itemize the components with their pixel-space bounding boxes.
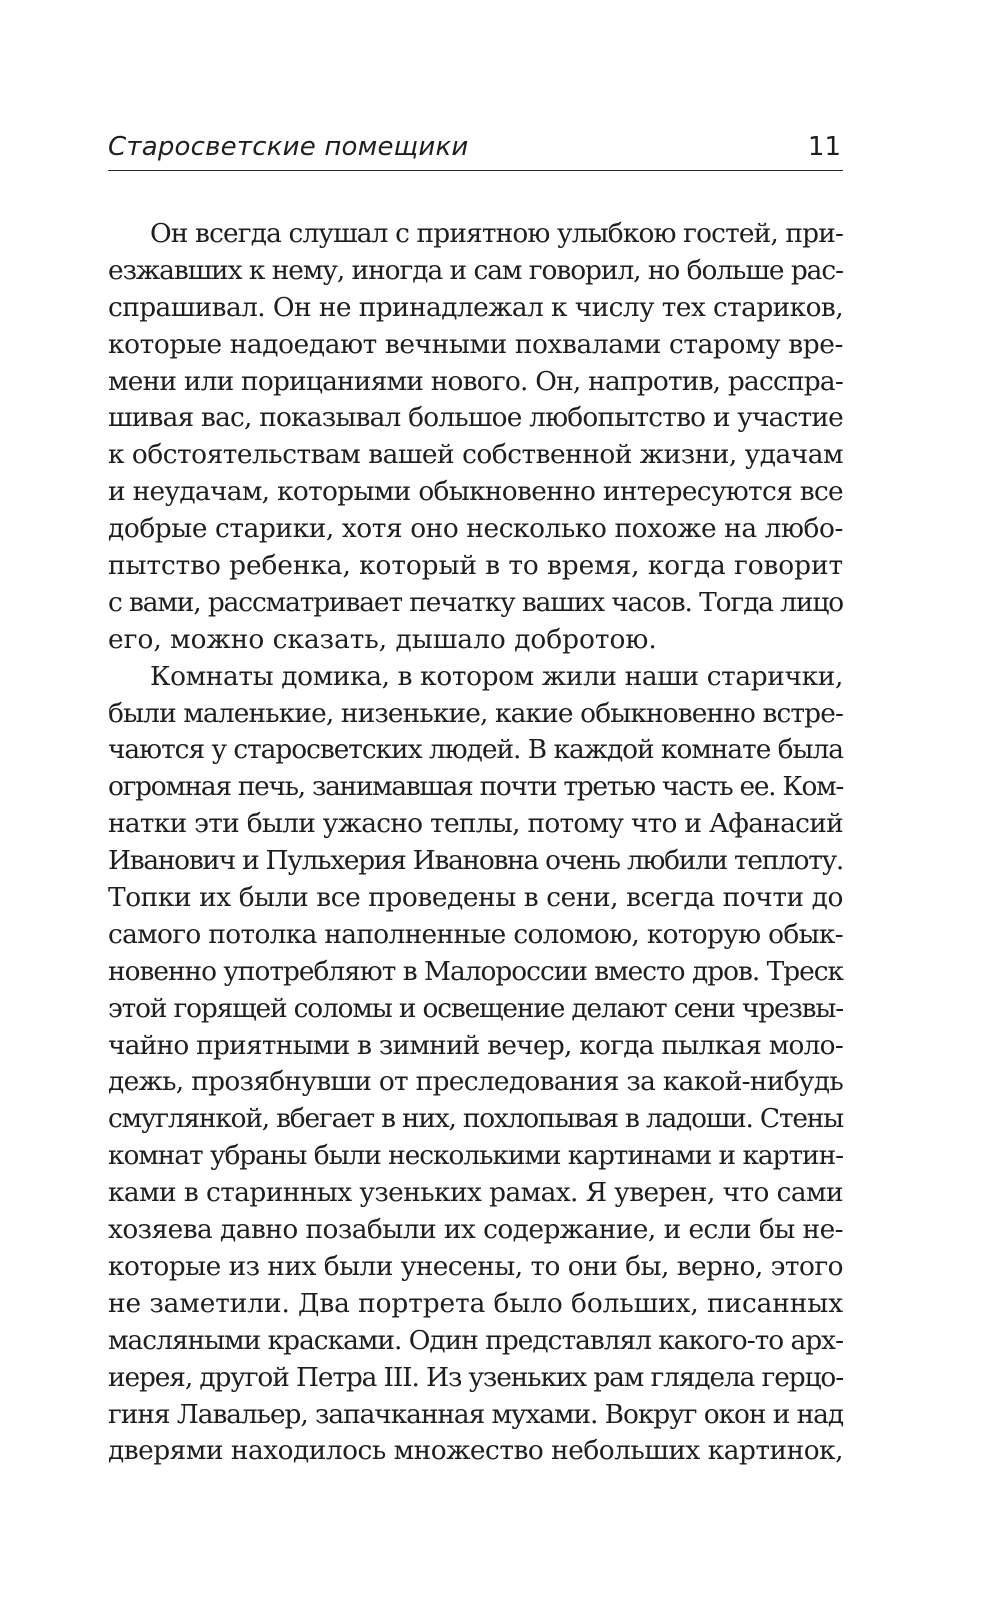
text-line: масляными красками. Один представлял какого-то арх- <box>108 1324 843 1356</box>
text-line: с вами, рассматривает печатку ваших часов. Тогда лицо <box>108 586 843 618</box>
text-line: Комнаты домика, в котором жили наши старички, <box>150 660 843 692</box>
text-line: и неудачам, которыми обыкновенно интересуются все <box>108 476 843 508</box>
body-text <box>108 216 843 1470</box>
running-title: Старосветские помещики <box>108 132 469 162</box>
text-line: к обстоятельствам вашей собственной жизни, удачам <box>108 439 844 471</box>
paragraph-2 <box>108 659 843 1471</box>
text-line: огромная печь, занимавшая почти третью часть ее. Ком- <box>108 771 844 803</box>
text-line: самого потолка наполненные соломою, которую обык- <box>108 918 844 950</box>
text-line: иерея, другой Петра III. Из узеньких рам глядела герцо- <box>108 1361 844 1393</box>
text-line: не заметили. Два портрета было больших, писанных <box>108 1287 843 1319</box>
text-line: дежь, прозябнувши от преследования за какой-нибудь <box>108 1066 844 1098</box>
text-line: Иванович и Пульхерия Ивановна очень любили теплоту. <box>108 845 843 877</box>
text-line: ками в старинных узеньких рамах. Я уверен, что сами <box>108 1177 844 1209</box>
text-line: Он всегда слушал с приятною улыбкою гостей, при- <box>150 218 844 249</box>
text-line: дверями находилось множество небольших картинок, <box>108 1435 843 1467</box>
paragraph-1 <box>108 216 843 659</box>
text-line: спрашивал. Он не принадлежал к числу тех стариков, <box>108 291 844 323</box>
text-line: хозяева давно позабыли их содержание, и если бы не- <box>108 1214 844 1246</box>
text-line: новенно употребляют в Малороссии вместо дров. Треск <box>108 955 843 987</box>
text-line: были маленькие, низенькие, какие обыкновенно встре- <box>108 697 844 729</box>
text-line: натки эти были ужасно теплы, потому что и Афанасий <box>108 808 844 840</box>
text-line: смуглянкой, вбегает в них, похлопывая в ладоши. Стены <box>108 1103 843 1135</box>
text-line: гиня Лавальер, запачканная мухами. Вокруг окон и над <box>108 1398 844 1430</box>
text-line: его, можно сказать, дышало добротою. <box>108 623 657 655</box>
text-line: Топки их были все проведены в сени, всегда почти до <box>108 882 843 914</box>
text-line: шивая вас, показывал большое любопытство и участие <box>108 402 843 434</box>
text-line: которые из них были унесены, то они бы, верно, этого <box>108 1250 844 1282</box>
text-line: чаются у старосветских людей. В каждой комнате была <box>108 734 843 766</box>
text-line: пытство ребенка, который в то время, когда говорит <box>108 550 843 582</box>
text-line: езжавших к нему, иногда и сам говорил, но больше рас- <box>108 254 843 286</box>
running-header <box>108 128 843 171</box>
text-line: этой горящей соломы и освещение делают сени чрезвы- <box>108 992 843 1024</box>
text-line: добрые старики, хотя оно несколько похоже на любо- <box>108 513 844 545</box>
text-line: мени или порицаниями нового. Он, напротив, расспра- <box>108 365 843 397</box>
text-line: чайно приятными в зимний вечер, когда пылкая моло- <box>108 1029 843 1061</box>
text-line: комнат убраны были несколькими картинами и картин- <box>108 1140 844 1172</box>
text-line: которые надоедают вечными похвалами старому вре- <box>108 328 843 360</box>
page-number: 11 <box>807 132 841 162</box>
